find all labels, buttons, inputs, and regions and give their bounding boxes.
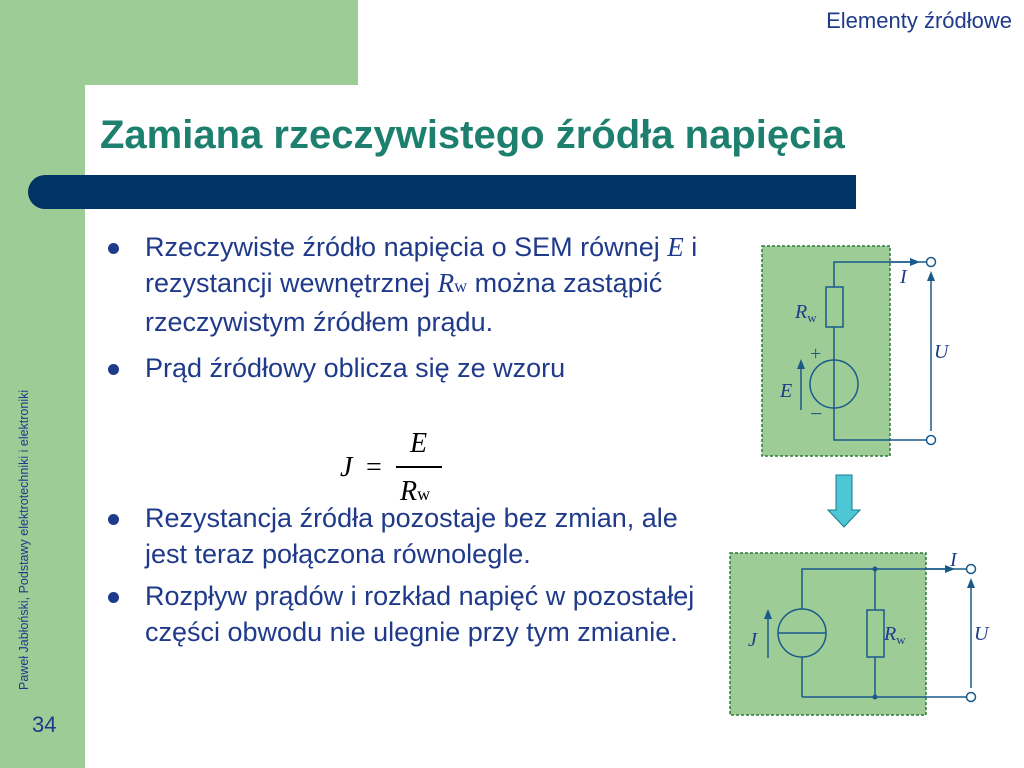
formula-lhs: J [340, 452, 353, 483]
voltage-label: U [934, 341, 949, 363]
plus-sign: + [810, 343, 822, 365]
current-source-circuit [730, 549, 990, 715]
author-course-label: Paweł Jabłoński, Podstawy elektrotechniki i elektroniki [17, 389, 31, 690]
formula-equals: = [366, 452, 382, 483]
current-label: I [900, 266, 907, 288]
conversion-arrow [828, 475, 860, 527]
bullet-text: Rozpływ prądów i rozkład napięć w pozostałej części obwodu nie ulegnie przy tym zmianie. [145, 581, 695, 647]
terminal [967, 693, 976, 702]
formula-numerator: E [410, 428, 428, 459]
terminal [927, 258, 936, 267]
resistor-label: $R_w$ [795, 301, 817, 325]
current-arrowhead [910, 258, 920, 266]
down-arrow-icon [828, 475, 860, 527]
bullet-text: i rezystancji wewnętrznej [145, 232, 698, 298]
resistance-symbol: R [437, 268, 455, 298]
resistance-subscript: w [454, 276, 468, 296]
formula-denominator-symbol: R [400, 476, 418, 507]
formula-denominator-subscript: w [417, 484, 431, 504]
voltage-arrowhead [967, 578, 975, 588]
bullet-text: Prąd źródłowy oblicza się ze wzoru [145, 353, 566, 383]
terminal [967, 565, 976, 574]
topic-label: Elementy źródłowe [826, 8, 1012, 33]
resistor-label: $R_w$ [884, 623, 906, 647]
emf-symbol: E [667, 232, 684, 262]
bullet-text: Rzeczywiste źródło napięcia o SEM równej [145, 232, 668, 262]
bullet-text: Rezystancja źródła pozostaje bez zmian, ale jest teraz połączona równolegle. [145, 503, 678, 569]
slide-title: Zamiana rzeczywistego źródła napięcia [100, 113, 845, 157]
source-label: J [748, 629, 757, 651]
junction-dot [873, 567, 878, 572]
page-number: 34 [32, 712, 57, 737]
terminal [927, 436, 936, 445]
minus-sign: − [810, 401, 823, 426]
junction-dot [873, 695, 878, 700]
voltage-circuit-panel [762, 246, 890, 456]
emf-label: E [780, 380, 793, 402]
bullet-text: można zastąpić rzeczywistym źródłem prądu. [145, 268, 663, 337]
voltage-label: U [974, 623, 989, 645]
voltage-source-circuit [762, 246, 950, 456]
current-label: I [950, 549, 957, 571]
voltage-arrowhead [927, 271, 935, 281]
